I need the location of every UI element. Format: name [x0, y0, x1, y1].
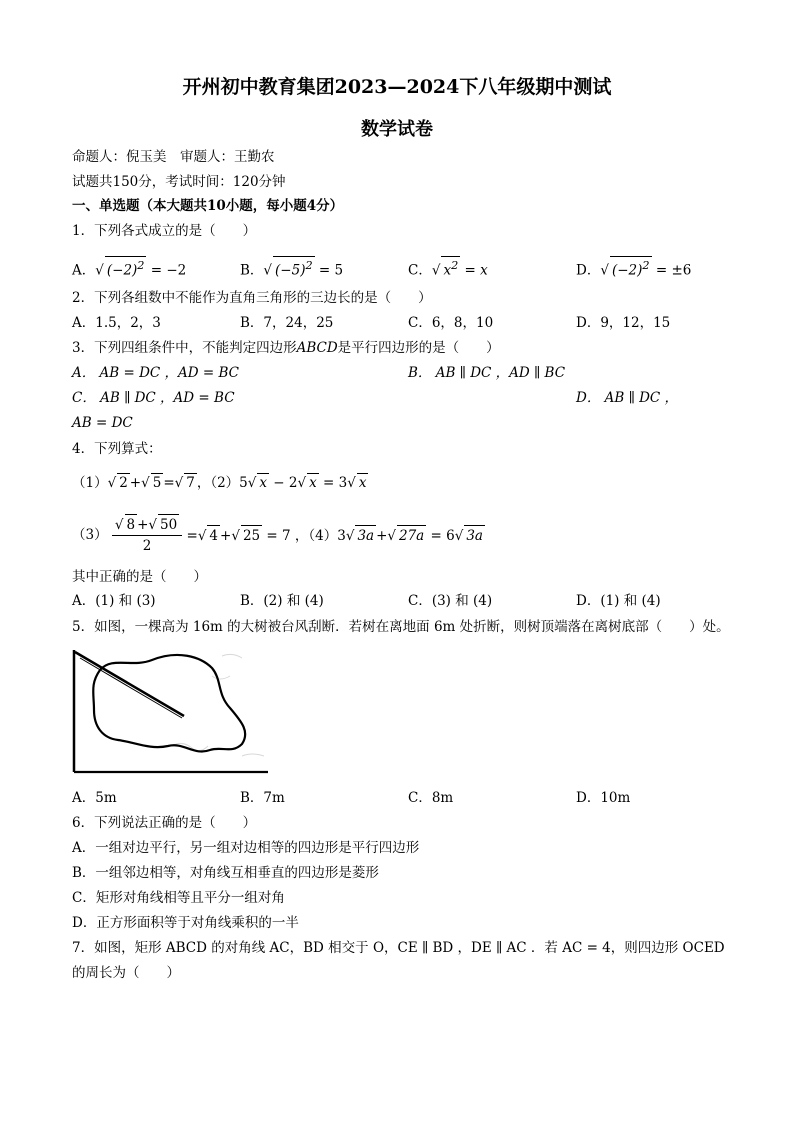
q4-option-c: C．(3) 和 (4)	[408, 593, 493, 609]
q6-stem: 6．下列说法正确的是（ ）	[72, 815, 257, 831]
q3-option-b: B． AB ∥ DC ，AD ∥ BC	[408, 365, 566, 381]
q6-option-c: C．矩形对角线相等且平分一组对角	[72, 890, 285, 906]
q2-option-c: C．6，8，10	[408, 315, 494, 331]
q4-conclusion: 其中正确的是（ ）	[72, 569, 207, 585]
q3-stem: 3．下列四组条件中，不能判定四边形ABCD是平行四边形的是（ ）	[72, 340, 500, 356]
q4-stem: 4．下列算式：	[72, 441, 162, 457]
q1-option-c: C．√ $x^2 = x$	[408, 256, 488, 280]
q4-option-d: D．(1) 和 (4)	[576, 593, 661, 609]
q4-expression-line-1: （1）√ 2 +√ 5 =√ 7 ，（2）5√ x − 2√ x = 3√ x	[72, 475, 367, 491]
broken-tree-figure	[72, 646, 268, 774]
section-heading: 一、单选题（本大题共10小题，每小题4分）	[72, 198, 344, 214]
exam-title: 开州初中教育集团2023—2024下八年级期中测试	[182, 76, 612, 98]
authors-line: 命题人：倪玉美 审题人：王勤农	[72, 149, 275, 165]
q2-option-a: A．1.5，2，3	[72, 315, 161, 331]
q4-option-a: A．(1) 和 (3)	[72, 593, 156, 609]
q5-stem: 5．如图，一棵高为 16m 的大树被台风刮断．若树在离地面 6m 处折断，则树顶端落在离树底部（ ）处。	[72, 619, 730, 635]
q5-option-c: C．8m	[408, 790, 454, 806]
q7-stem-continued: 的周长为（ ）	[72, 965, 180, 981]
q7-stem: 7．如图，矩形 ABCD 的对角线 AC，BD 相交于 O，CE ∥ BD ，DE ∥ AC ．若 AC = 4，则四边形 OCED	[72, 940, 725, 956]
q1-option-b: B．√ $(-5)^2 = 5$	[240, 256, 343, 280]
q6-option-a: A．一组对边平行，另一组对边相等的四边形是平行四边形	[72, 840, 420, 856]
q1-option-a: A．√ $(-2)^2 = -2$	[72, 256, 186, 280]
q2-option-b: B．7，24，25	[240, 315, 334, 331]
q1-option-d: D．√ $(-2)^2 = \pm 6$	[576, 256, 691, 280]
q2-option-d: D．9，12，15	[576, 315, 671, 331]
q4-option-b: B．(2) 和 (4)	[240, 593, 324, 609]
q4-expression-line-2: （3） $\frac{√ 8 +√ 50}{2}$ =√ 4 +√ 25 = 7 ，（4）3√ 3a +√ 27a = 6√ 3a	[72, 514, 485, 556]
q5-option-b: B．7m	[240, 790, 285, 806]
q6-option-d: D．正方形面积等于对角线乘积的一半	[72, 915, 299, 931]
q1-stem: 1．下列各式成立的是（ ）	[72, 223, 257, 239]
q3-option-c: C． AB ∥ DC ，AD = BC	[72, 390, 235, 406]
q6-option-b: B．一组邻边相等，对角线互相垂直的四边形是菱形	[72, 865, 379, 881]
exam-info-line: 试题共150分，考试时间：120分钟	[72, 174, 286, 190]
exam-subtitle: 数学试卷	[361, 119, 433, 140]
q5-option-a: A．5m	[72, 790, 117, 806]
q2-stem: 2．下列各组数中不能作为直角三角形的三边长的是（ ）	[72, 290, 432, 306]
q3-option-a: A． AB = DC ，AD = BC	[72, 365, 240, 381]
q5-option-d: D．10m	[576, 790, 631, 806]
q3-option-d-continued: AB = DC	[72, 415, 133, 431]
q3-option-d: D． AB ∥ DC ，	[576, 390, 679, 406]
